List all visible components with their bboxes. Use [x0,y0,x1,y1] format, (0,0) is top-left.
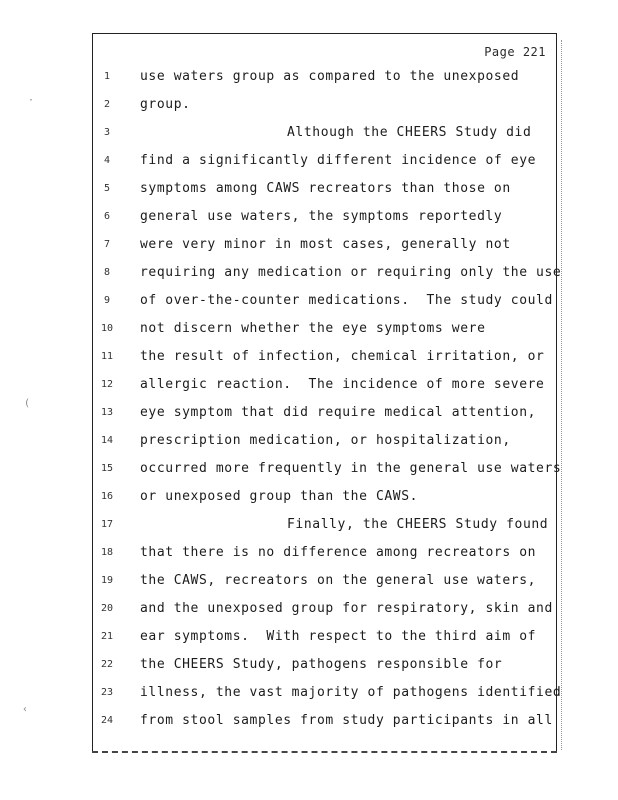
transcript-line: symptoms among CAWS recreators than those on [140,181,511,196]
transcript-line: the CHEERS Study, pathogens responsible for [140,657,503,672]
transcript-line: Although the CHEERS Study did [287,125,532,140]
line-number: 1 [103,71,111,82]
transcript-line: group. [140,97,191,112]
transcript-line: find a significantly different incidence of eye [140,153,537,168]
transcript-line: prescription medication, or hospitalization, [140,433,511,448]
transcript-line: not discern whether the eye symptoms were [140,321,486,336]
line-number: 19 [100,575,114,586]
scan-speck: ( [24,398,31,409]
page-number: Page 221 [484,45,546,59]
transcript-line: eye symptom that did require medical attention, [140,405,537,420]
scan-speck: · [28,95,35,106]
transcript-line: general use waters, the symptoms reportedly [140,209,503,224]
line-number: 13 [100,407,114,418]
transcript-line: were very minor in most cases, generally not [140,237,511,252]
line-number: 14 [100,435,114,446]
transcript-line: from stool samples from study participants in all [140,713,553,728]
line-number: 12 [100,379,114,390]
line-number: 23 [100,687,114,698]
line-number: 5 [103,183,111,194]
transcript-line: that there is no difference among recreators on [140,545,537,560]
scan-speck: ‹ [22,704,29,715]
transcript-line: Finally, the CHEERS Study found [287,517,549,532]
line-number: 10 [100,323,114,334]
line-number: 7 [103,239,111,250]
page-bottom-rule [92,751,557,753]
line-number: 6 [103,211,111,222]
right-margin-scan-marks [561,40,568,750]
line-number: 21 [100,631,114,642]
line-number: 22 [100,659,114,670]
line-number: 18 [100,547,114,558]
line-number: 11 [100,351,114,362]
transcript-line: or unexposed group than the CAWS. [140,489,419,504]
line-number: 2 [103,99,111,110]
transcript-line: the result of infection, chemical irritation, or [140,349,545,364]
line-number: 3 [103,127,111,138]
transcript-line: use waters group as compared to the unexposed [140,69,520,84]
transcript-line: requiring any medication or requiring only the use [140,265,562,280]
line-number: 9 [103,295,111,306]
line-number: 20 [100,603,114,614]
transcript-line: and the unexposed group for respiratory, skin and [140,601,553,616]
line-number: 8 [103,267,111,278]
line-number: 24 [100,715,114,726]
transcript-line: the CAWS, recreators on the general use waters, [140,573,537,588]
line-number: 15 [100,463,114,474]
transcript-line: illness, the vast majority of pathogens identified [140,685,562,700]
transcript-line: occurred more frequently in the general use waters [140,461,562,476]
transcript-line: allergic reaction. The incidence of more severe [140,377,545,392]
line-number: 16 [100,491,114,502]
transcript-line: of over-the-counter medications. The study could [140,293,553,308]
transcript-line: ear symptoms. With respect to the third aim of [140,629,537,644]
line-number: 4 [103,155,111,166]
line-number: 17 [100,519,114,530]
